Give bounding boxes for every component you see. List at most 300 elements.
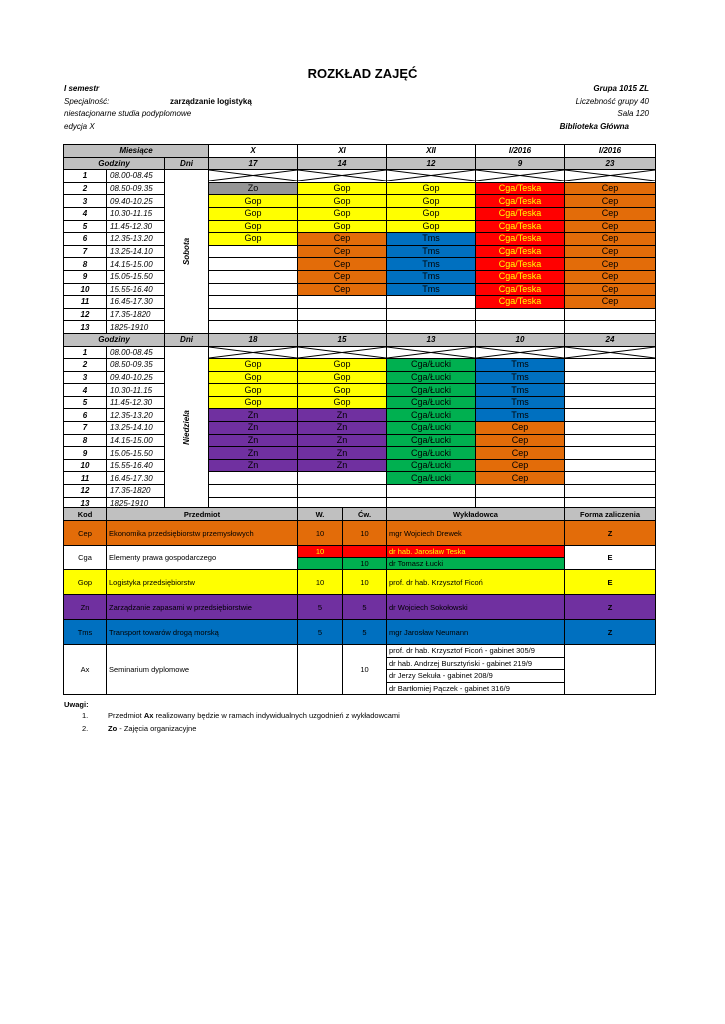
day-label: Niedziela	[182, 410, 191, 446]
legend-lecturer: dr hab. Andrzej Bursztyński - gabinet 219/9	[387, 657, 565, 670]
class-cell: Gop	[387, 207, 476, 220]
class-cell	[565, 308, 656, 321]
class-cell	[298, 321, 387, 334]
hour-range: 17.35-1820	[107, 308, 165, 321]
date-header: 14	[298, 157, 387, 170]
legend-header-row	[64, 508, 656, 521]
hour-range: 1825-1910	[107, 321, 165, 334]
legend-w: 10	[298, 570, 343, 595]
legend-w: 5	[298, 595, 343, 620]
legend-w: 10	[298, 546, 343, 558]
class-cell: Zn	[209, 434, 298, 447]
class-cell: Cep	[565, 182, 656, 195]
class-cell: Cga/Łucki	[387, 384, 476, 397]
month-header: XI	[298, 145, 387, 158]
class-cell: Gop	[298, 396, 387, 409]
class-cell: Gop	[387, 182, 476, 195]
dates-row	[64, 157, 656, 170]
class-cell: Zo	[209, 182, 298, 195]
hour-row	[64, 321, 656, 334]
date-header: 17	[209, 157, 298, 170]
cross-mark	[565, 347, 655, 358]
hour-range: 1825-1910	[107, 497, 165, 510]
class-cell: Cga/Teska	[476, 258, 565, 271]
class-cell: Gop	[298, 359, 387, 372]
class-cell: Gop	[298, 207, 387, 220]
class-cell	[565, 359, 656, 372]
class-cell: Zn	[209, 459, 298, 472]
hour-row	[64, 472, 656, 485]
class-cell: Cga/Łucki	[387, 472, 476, 485]
legend-cw	[343, 546, 387, 558]
class-cell: Gop	[298, 384, 387, 397]
month-header: X	[209, 145, 298, 158]
hour-range: 09.40-10.25	[107, 195, 165, 208]
hour-range: 08.50-09.35	[107, 182, 165, 195]
separator-cell	[476, 346, 565, 359]
class-cell: Zn	[209, 447, 298, 460]
semester: I semestr	[64, 84, 100, 93]
separator-cell	[387, 170, 476, 183]
hour-row	[64, 384, 656, 397]
legend-header-subject: Przedmiot	[107, 508, 298, 521]
class-cell	[565, 321, 656, 334]
legend-lecturer: dr Jerzy Sekuła - gabinet 208/9	[387, 670, 565, 683]
class-cell: Gop	[209, 220, 298, 233]
hour-number: 12	[64, 308, 107, 321]
class-cell: Cep	[298, 283, 387, 296]
hour-number: 6	[64, 233, 107, 246]
legend-code: Cga	[64, 546, 107, 570]
class-cell: Cga/Teska	[476, 283, 565, 296]
legend-subject: Zarządzanie zapasami w przedsiębiorstwie	[107, 595, 298, 620]
hour-row	[64, 434, 656, 447]
class-cell: Gop	[298, 371, 387, 384]
class-cell	[565, 447, 656, 460]
hour-row	[64, 170, 656, 183]
class-cell: Zn	[298, 434, 387, 447]
legend-w: 5	[298, 620, 343, 645]
cross-mark	[565, 170, 655, 181]
legend-cw: 5	[343, 595, 387, 620]
hour-number: 11	[64, 296, 107, 309]
separator-cell	[476, 170, 565, 183]
legend-lecturer: dr Tomasz Łucki	[387, 558, 565, 570]
separator-cell	[565, 346, 656, 359]
dates-row	[64, 333, 656, 346]
legend-form: Z	[565, 521, 656, 546]
hour-number: 10	[64, 459, 107, 472]
class-cell	[209, 245, 298, 258]
hour-number: 13	[64, 321, 107, 334]
schedule-table	[63, 144, 656, 510]
hour-number: 1	[64, 170, 107, 183]
separator-cell	[387, 346, 476, 359]
legend-code: Tms	[64, 620, 107, 645]
class-cell	[387, 308, 476, 321]
class-cell: Cep	[565, 245, 656, 258]
note-number: 2.	[82, 724, 89, 733]
hour-row	[64, 359, 656, 372]
legend-form: E	[565, 570, 656, 595]
cross-mark	[387, 170, 475, 181]
hour-number: 4	[64, 207, 107, 220]
class-cell: Gop	[209, 233, 298, 246]
legend-header-code: Kod	[64, 508, 107, 521]
hour-number: 3	[64, 195, 107, 208]
separator-cell	[565, 170, 656, 183]
legend-form: Z	[565, 620, 656, 645]
date-header: 23	[565, 157, 656, 170]
class-cell: Cga/Łucki	[387, 396, 476, 409]
page-title: ROZKŁAD ZAJĘĆ	[307, 66, 418, 81]
legend-subject: Transport towarów drogą morską	[107, 620, 298, 645]
spec-label: Specjalność:	[64, 97, 110, 106]
notes-label: Uwagi:	[64, 700, 89, 709]
legend-code: Cep	[64, 521, 107, 546]
legend-cw: 10	[343, 645, 387, 695]
class-cell	[298, 296, 387, 309]
cross-mark	[298, 347, 386, 358]
months-label: Miesiące	[64, 145, 209, 158]
hour-row	[64, 396, 656, 409]
class-cell	[565, 422, 656, 435]
class-cell	[565, 434, 656, 447]
legend-form	[565, 645, 656, 695]
hour-range: 11.45-12.30	[107, 220, 165, 233]
class-cell: Cep	[565, 283, 656, 296]
class-cell: Tms	[387, 258, 476, 271]
legend-row	[64, 570, 656, 595]
class-cell: Cga/Łucki	[387, 409, 476, 422]
class-cell: Cga/Teska	[476, 296, 565, 309]
class-cell: Cep	[565, 258, 656, 271]
hour-range: 12.35-13.20	[107, 409, 165, 422]
hour-row	[64, 270, 656, 283]
legend-header-form: Forma zaliczenia	[565, 508, 656, 521]
cross-mark	[298, 170, 386, 181]
hour-number: 2	[64, 182, 107, 195]
class-cell: Tms	[476, 359, 565, 372]
legend-subject: Logistyka przedsiębiorstw	[107, 570, 298, 595]
hour-range: 10.30-11.15	[107, 207, 165, 220]
class-cell: Cep	[565, 220, 656, 233]
class-cell: Gop	[209, 384, 298, 397]
spec-value: zarządzanie logistyką	[170, 97, 252, 106]
hour-range: 12.35-13.20	[107, 233, 165, 246]
class-cell: Cga/Teska	[476, 270, 565, 283]
class-cell	[209, 321, 298, 334]
class-cell	[565, 485, 656, 498]
class-cell: Gop	[209, 359, 298, 372]
class-cell: Tms	[476, 371, 565, 384]
class-cell: Gop	[209, 396, 298, 409]
class-cell: Gop	[209, 207, 298, 220]
hour-row	[64, 308, 656, 321]
cross-mark	[476, 347, 564, 358]
hour-row	[64, 258, 656, 271]
class-cell: Tms	[387, 245, 476, 258]
separator-cell	[209, 346, 298, 359]
legend-lecturer: mgr Jarosław Neumann	[387, 620, 565, 645]
legend-code: Ax	[64, 645, 107, 695]
class-cell: Gop	[298, 195, 387, 208]
legend-w	[298, 645, 343, 695]
legend-subject: Seminarium dyplomowe	[107, 645, 298, 695]
class-cell: Cga/Teska	[476, 233, 565, 246]
class-cell: Cep	[565, 207, 656, 220]
legend-lecturer: prof. dr hab. Krzysztof Ficoń - gabinet 305/9	[387, 645, 565, 658]
group: Grupa 1015 ZL	[593, 84, 649, 93]
legend-subject: Elementy prawa gospodarczego	[107, 546, 298, 570]
class-cell: Zn	[209, 422, 298, 435]
hour-number: 13	[64, 497, 107, 510]
class-cell	[209, 485, 298, 498]
separator-cell	[298, 170, 387, 183]
hour-number: 1	[64, 346, 107, 359]
hour-number: 10	[64, 283, 107, 296]
legend-row	[64, 645, 656, 658]
legend-lecturer: dr hab. Jarosław Teska	[387, 546, 565, 558]
class-cell	[387, 296, 476, 309]
months-row	[64, 145, 656, 158]
hour-range: 13.25-14.10	[107, 422, 165, 435]
class-cell	[565, 459, 656, 472]
hour-range: 15.05-15.50	[107, 270, 165, 283]
hour-range: 15.55-16.40	[107, 283, 165, 296]
date-header: 18	[209, 333, 298, 346]
class-cell: Cga/Teska	[476, 220, 565, 233]
hour-number: 4	[64, 384, 107, 397]
class-cell: Cep	[298, 233, 387, 246]
class-cell	[476, 308, 565, 321]
note-text-post: - Zajęcia organizacyjne	[117, 724, 197, 733]
hour-row	[64, 346, 656, 359]
month-header: XII	[387, 145, 476, 158]
edition: edycja X	[64, 122, 95, 131]
note-number: 1.	[82, 711, 89, 720]
location: Biblioteka Główna	[559, 122, 629, 131]
class-cell	[565, 384, 656, 397]
hour-number: 12	[64, 485, 107, 498]
month-header: I/2016	[476, 145, 565, 158]
hour-row	[64, 182, 656, 195]
date-header: 9	[476, 157, 565, 170]
class-cell: Cga/Łucki	[387, 371, 476, 384]
legend-row	[64, 521, 656, 546]
hour-row	[64, 459, 656, 472]
class-cell: Cep	[565, 195, 656, 208]
note-text	[108, 724, 196, 733]
class-cell	[565, 409, 656, 422]
class-cell: Tms	[476, 409, 565, 422]
month-header: I/2016	[565, 145, 656, 158]
legend-form: E	[565, 546, 656, 570]
class-cell: Cep	[476, 472, 565, 485]
date-header: 24	[565, 333, 656, 346]
class-cell: Gop	[209, 195, 298, 208]
hour-number: 9	[64, 270, 107, 283]
class-cell: Cep	[565, 296, 656, 309]
room: Sala 120	[617, 109, 649, 118]
date-header: 13	[387, 333, 476, 346]
class-cell: Cep	[476, 459, 565, 472]
class-cell	[298, 472, 387, 485]
hours-label: Godziny	[64, 157, 165, 170]
day-label-cell	[165, 346, 209, 510]
legend-row	[64, 546, 656, 558]
legend-header-lecturer: Wykładowca	[387, 508, 565, 521]
hour-row	[64, 422, 656, 435]
note-text-code: Zo	[108, 724, 118, 733]
hour-number: 2	[64, 359, 107, 372]
class-cell: Tms	[387, 233, 476, 246]
group-size: Liczebność grupy 40	[575, 97, 649, 106]
hour-row	[64, 207, 656, 220]
legend-row	[64, 620, 656, 645]
class-cell: Zn	[298, 459, 387, 472]
study-type: niestacjonarne studia podyplomowe	[64, 109, 192, 118]
note-text-post: realizowany będzie w ramach indywidualnych uzgodnień z wykładowcami	[153, 711, 400, 720]
hour-range: 13.25-14.10	[107, 245, 165, 258]
date-header: 10	[476, 333, 565, 346]
hour-range: 08.00-08.45	[107, 346, 165, 359]
class-cell	[387, 485, 476, 498]
class-cell: Cep	[565, 233, 656, 246]
class-cell	[209, 296, 298, 309]
class-cell: Tms	[476, 396, 565, 409]
legend-form: Z	[565, 595, 656, 620]
hour-number: 8	[64, 434, 107, 447]
class-cell	[565, 396, 656, 409]
class-cell: Cga/Teska	[476, 195, 565, 208]
class-cell	[209, 270, 298, 283]
class-cell: Tms	[387, 270, 476, 283]
note-text-code: Ax	[143, 711, 154, 720]
legend-code: Zn	[64, 595, 107, 620]
class-cell: Cga/Łucki	[387, 359, 476, 372]
class-cell: Cep	[476, 422, 565, 435]
class-cell: Cga/Łucki	[387, 422, 476, 435]
class-cell: Cga/Łucki	[387, 459, 476, 472]
separator-cell	[209, 170, 298, 183]
class-cell: Cga/Łucki	[387, 447, 476, 460]
separator-cell	[298, 346, 387, 359]
hour-range: 16.45-17.30	[107, 296, 165, 309]
hour-row	[64, 233, 656, 246]
legend-cw: 5	[343, 620, 387, 645]
hour-row	[64, 296, 656, 309]
class-cell: Gop	[387, 195, 476, 208]
date-header: 15	[298, 333, 387, 346]
class-cell: Zn	[298, 409, 387, 422]
class-cell	[565, 472, 656, 485]
class-cell	[298, 485, 387, 498]
class-cell: Cep	[298, 258, 387, 271]
class-cell: Zn	[209, 409, 298, 422]
class-cell: Zn	[298, 422, 387, 435]
class-cell: Zn	[298, 447, 387, 460]
legend-lecturer: dr Wojciech Sokołowski	[387, 595, 565, 620]
hour-number: 7	[64, 245, 107, 258]
class-cell	[298, 308, 387, 321]
hour-row	[64, 447, 656, 460]
class-cell	[476, 321, 565, 334]
hour-number: 8	[64, 258, 107, 271]
class-cell: Cep	[298, 245, 387, 258]
legend-lecturer: mgr Wojciech Drewek	[387, 521, 565, 546]
day-label-cell	[165, 170, 209, 334]
class-cell: Cga/Teska	[476, 245, 565, 258]
legend-row	[64, 595, 656, 620]
legend-header-cw: Ćw.	[343, 508, 387, 521]
legend-lecturer: prof. dr hab. Krzysztof Ficoń	[387, 570, 565, 595]
hours-label: Godziny	[64, 333, 165, 346]
legend-w: 10	[298, 521, 343, 546]
class-cell	[209, 472, 298, 485]
class-cell: Cep	[476, 434, 565, 447]
class-cell: Cep	[565, 270, 656, 283]
class-cell	[209, 283, 298, 296]
hour-range: 17.35-1820	[107, 485, 165, 498]
hour-row	[64, 371, 656, 384]
hour-number: 5	[64, 220, 107, 233]
note-text	[108, 711, 400, 720]
hour-row	[64, 220, 656, 233]
class-cell: Cep	[476, 447, 565, 460]
hour-row	[64, 409, 656, 422]
note-text-pre: Przedmiot	[108, 711, 144, 720]
class-cell: Cep	[298, 270, 387, 283]
hour-number: 6	[64, 409, 107, 422]
hour-row	[64, 245, 656, 258]
legend-table	[63, 507, 656, 695]
class-cell	[387, 321, 476, 334]
class-cell: Gop	[298, 220, 387, 233]
days-label: Dni	[165, 333, 209, 346]
class-cell	[476, 485, 565, 498]
hour-range: 10.30-11.15	[107, 384, 165, 397]
hour-range: 14.15-15.00	[107, 434, 165, 447]
class-cell	[209, 308, 298, 321]
class-cell	[565, 371, 656, 384]
class-cell: Cga/Teska	[476, 207, 565, 220]
hour-number: 11	[64, 472, 107, 485]
class-cell: Tms	[476, 384, 565, 397]
hour-number: 5	[64, 396, 107, 409]
hour-number: 3	[64, 371, 107, 384]
hour-number: 9	[64, 447, 107, 460]
hour-range: 16.45-17.30	[107, 472, 165, 485]
days-label: Dni	[165, 157, 209, 170]
date-header: 12	[387, 157, 476, 170]
legend-header-w: W.	[298, 508, 343, 521]
class-cell: Gop	[298, 182, 387, 195]
hour-row	[64, 195, 656, 208]
class-cell: Tms	[387, 283, 476, 296]
hour-range: 09.40-10.25	[107, 371, 165, 384]
legend-cw: 10	[343, 570, 387, 595]
legend-cw: 10	[343, 558, 387, 570]
hour-range: 15.55-16.40	[107, 459, 165, 472]
class-cell: Gop	[387, 220, 476, 233]
day-label: Sobota	[181, 237, 191, 266]
legend-w	[298, 558, 343, 570]
hour-row	[64, 485, 656, 498]
legend-lecturer: dr Bartłomiej Pączek - gabinet 316/9	[387, 682, 565, 695]
cross-mark	[209, 347, 297, 358]
hour-number: 7	[64, 422, 107, 435]
